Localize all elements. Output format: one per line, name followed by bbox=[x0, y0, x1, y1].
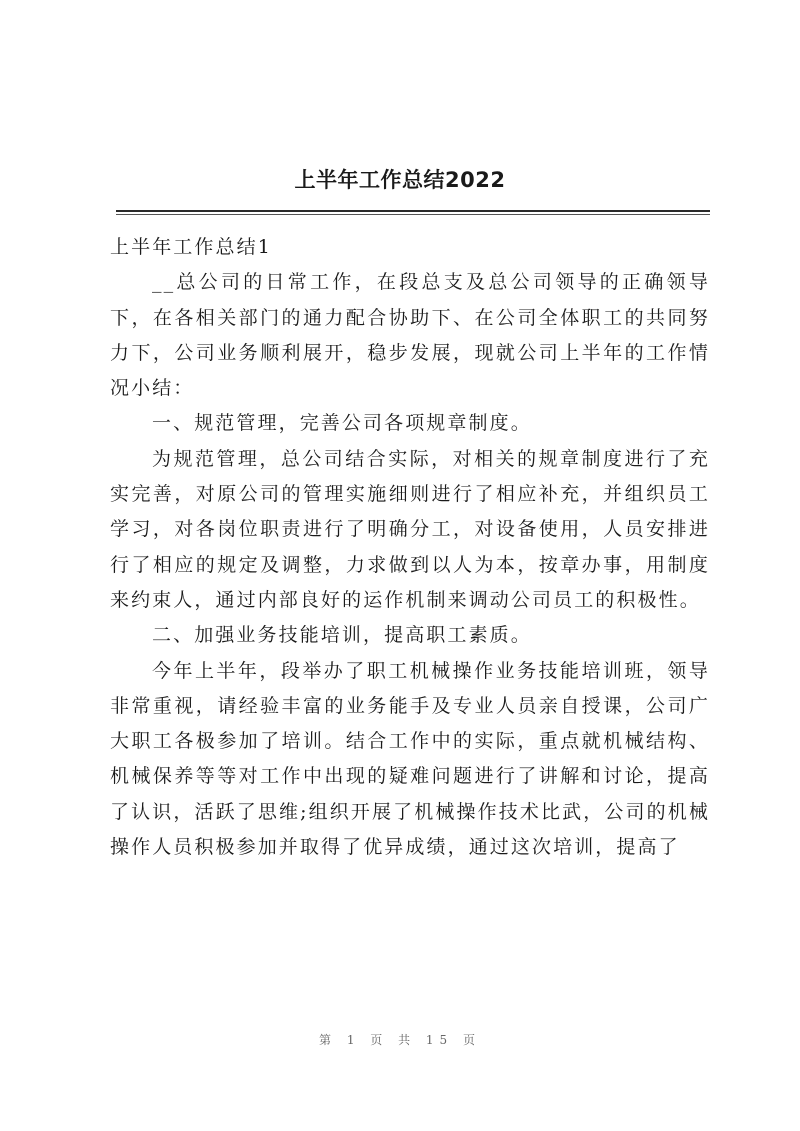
section-heading: 上半年工作总结1 bbox=[110, 236, 272, 258]
section-heading-1: 一、规范管理，完善公司各项规章制度。 bbox=[152, 412, 532, 435]
paragraph-management: 为规范管理，总公司结合实际，对相关的规章制度进行了充实完善，对原公司的管理实施细则进行了相应补充，并组织员工学习，对各岗位职责进行了明确分工，对设备使用，人员安排进行了相应的规定及调整，力求做到以人为本，按章办事，用制度来约束人，通过内部良好的运作机制来调动公司员工的积极性。 bbox=[110, 447, 710, 611]
title-divider bbox=[116, 210, 710, 212]
section-heading-2: 二、加强业务技能培训，提高职工素质。 bbox=[152, 624, 532, 647]
document-title: 上半年工作总结2022 bbox=[294, 168, 506, 192]
paragraph-intro: __总公司的日常工作，在段总支及总公司领导的正确领导下，在各相关部门的通力配合协助下、在公司全体职工的共同努力下，公司业务顺利展开，稳步发展，现就公司上半年的工作情况小结： bbox=[110, 271, 710, 400]
document-body bbox=[110, 230, 710, 865]
page-number: 第 1 页 共 15 页 bbox=[319, 1033, 481, 1047]
title-divider-thin bbox=[116, 214, 710, 215]
paragraph-training: 今年上半年，段举办了职工机械操作业务技能培训班，领导非常重视，请经验丰富的业务能手及专业人员亲自授课，公司广大职工各极参加了培训。结合工作中的实际，重点就机械结构、机械保养等等对工作中出现的疑难问题进行了讲解和讨论，提高了认识，活跃了思维;组织开展了机械操作技术比武，公司的机械操作人员积极参加并取得了优异成绩，通过这次培训，提高了 bbox=[110, 659, 710, 859]
